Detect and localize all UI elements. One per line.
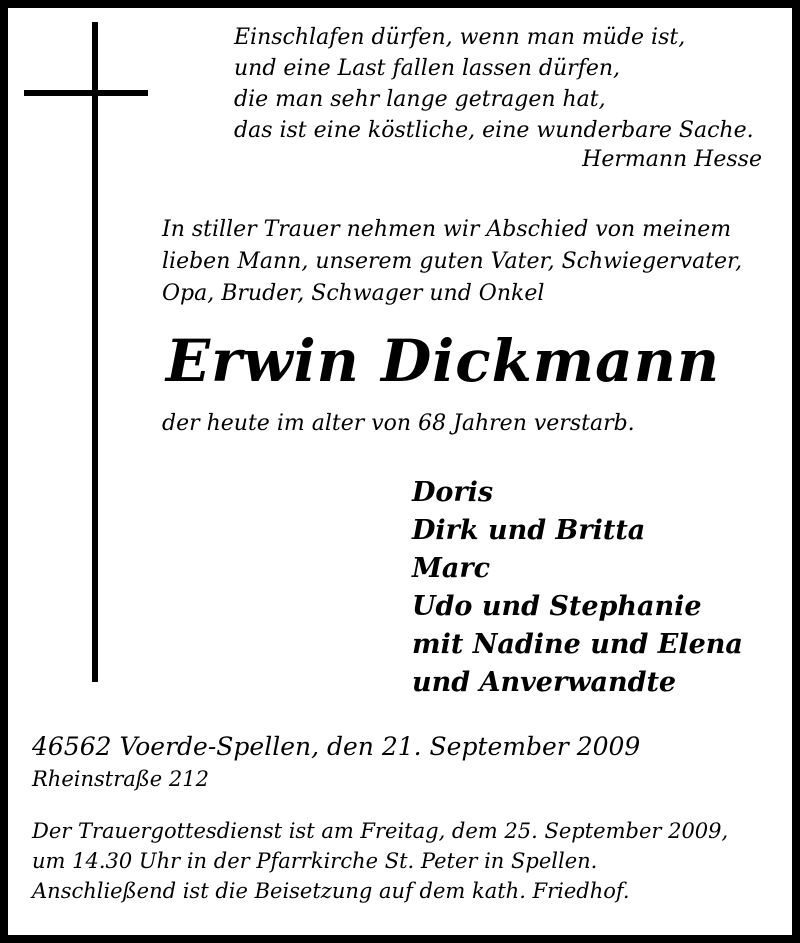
intro-line: In stiller Trauer nehmen wir Abschied von meinem [162, 217, 732, 242]
mourning-intro [162, 214, 742, 310]
mourner-entry: Doris [412, 477, 494, 508]
quote-line: das ist eine köstliche, eine wunderbare Sache. [234, 118, 754, 143]
place-and-date: 46562 Voerde-Spellen, den 21. September 2009 [32, 732, 641, 761]
age-statement: der heute im alter von 68 Jahren verstarb. [162, 411, 635, 436]
quote-line: Einschlafen dürfen, wenn man müde ist, [234, 25, 686, 50]
service-line: um 14.30 Uhr in der Pfarrkirche St. Peter in Spellen. [32, 849, 598, 873]
mourner-entry: Udo und Stephanie [412, 591, 702, 622]
mourner-entry: Dirk und Britta [412, 515, 646, 546]
service-line: Anschließend ist die Beisetzung auf dem kath. Friedhof. [32, 879, 630, 903]
service-line: Der Trauergottesdienst ist am Freitag, dem 25. September 2009, [32, 819, 729, 843]
street-address: Rheinstraße 212 [32, 767, 209, 791]
hesse-quote [234, 22, 754, 146]
intro-line: Opa, Bruder, Schwager und Onkel [162, 281, 545, 306]
mourner-entry: mit Nadine und Elena [412, 629, 743, 660]
intro-line: lieben Mann, unserem guten Vater, Schwiegervater, [162, 249, 743, 274]
mourner-entry: und Anverwandte [412, 667, 677, 698]
quote-line: die man sehr lange getragen hat, [234, 87, 606, 112]
quote-author: Hermann Hesse [582, 147, 762, 172]
quote-line: und eine Last fallen lassen dürfen, [234, 56, 621, 81]
mourner-entry: Marc [412, 553, 491, 584]
funeral-service-info [32, 816, 728, 906]
cross-horizontal-bar [24, 90, 148, 96]
deceased-name: Erwin Dickmann [165, 327, 721, 395]
mourners-list [412, 474, 743, 702]
